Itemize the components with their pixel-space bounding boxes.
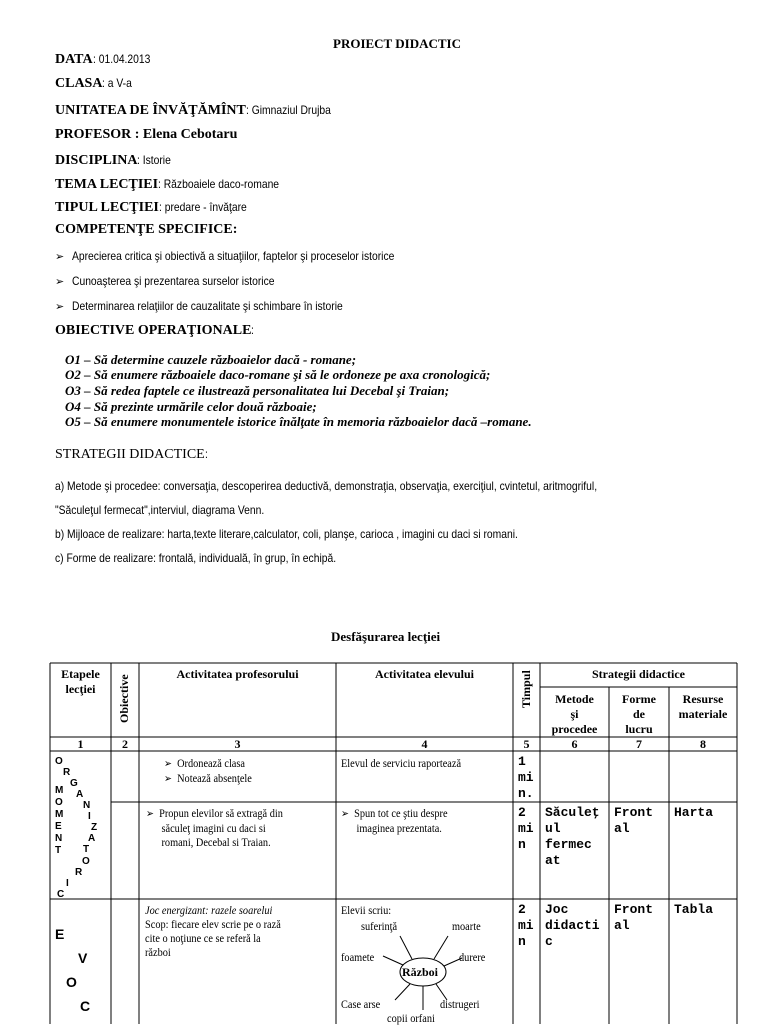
objective-item: O5 – Să enumere monumentele istorice înălţate în memoria războaielor dacă –romane.	[65, 414, 532, 429]
header-resurse: Resurse materiale	[678, 692, 728, 721]
tema-value: : Războaiele daco-romane	[158, 177, 280, 191]
profesor-line: PROFESOR : Elena Cebotaru	[55, 127, 238, 142]
arrow-bullet-icon: ➢	[55, 301, 65, 313]
clasa-value: : a V-a	[102, 76, 133, 90]
row1-profesor: ➢ Ordonează clasa ➢ Notează absenţele	[164, 756, 252, 785]
column-number: 6	[571, 737, 578, 751]
row2-timp: 2 mi n	[518, 805, 534, 852]
competenta-item: ➢ Cunoaşterea şi prezentarea surselor istorice	[55, 274, 275, 288]
row3-elev-title: Elevii scriu:	[341, 903, 392, 917]
arrow-bullet-icon: ➢	[55, 276, 65, 288]
objective-item: O2 – Să enumere războaiele daco-romane şi să le ordoneze pe axa cronologică;	[65, 367, 491, 382]
header-timpul: Timpul	[519, 670, 533, 708]
row3-resurse: Tabla	[674, 902, 714, 917]
header-obiective: Obiective	[117, 674, 131, 723]
unitatea-label: UNITATEA DE ÎNVĂŢĂMÎNT	[55, 103, 246, 118]
column-number: 2	[122, 737, 128, 751]
row3-metode: Joc didacti c	[545, 902, 600, 949]
row3-timp: 2 mi n	[518, 902, 534, 949]
column-number: 8	[700, 737, 706, 751]
data-value: : 01.04.2013	[92, 52, 150, 66]
row2-forme: Front al	[614, 805, 654, 836]
strategii-b-line: b) Mijloace de realizare: harta,texte literare,calculator, coli, planşe, carioca , imagini cu daci si romani.	[55, 527, 518, 541]
diagram-word: durere	[459, 950, 486, 964]
column-number: 5	[523, 737, 530, 751]
unitatea-value: : Gimnaziul Drujba	[245, 103, 331, 117]
disciplina-value: : Istorie	[137, 153, 172, 167]
objective-item: O1 – Să determine cauzele războaielor dacă - romane;	[65, 352, 357, 367]
arrow-bullet-icon: ➢	[341, 808, 349, 820]
row3-profesor: Joc energizant: razele soarelui Scop: fiecare elev scrie pe o rază cite o noţiune ce se referă la război	[145, 903, 281, 959]
diagram-word: copii orfani	[387, 1011, 435, 1025]
column-number: 4	[421, 737, 428, 751]
data-label: DATA	[55, 52, 93, 67]
column-number: 7	[636, 737, 642, 751]
competenta-item: ➢ Determinarea relaţiilor de cauzalitate şi schimbare în istorie	[55, 299, 343, 313]
diagram-word: foamete	[341, 950, 375, 964]
row2-metode: Săculeţ ul fermec at	[545, 805, 600, 868]
strategii-a-line2: "Săculeţul fermecat",interviul, diagrama Venn.	[55, 503, 265, 517]
arrow-bullet-icon: ➢	[164, 773, 172, 785]
objective-item: O3 – Să redea faptele ce ilustrează personalitatea lui Decebal şi Traian;	[65, 383, 450, 398]
header-elevul: Activitatea elevului	[375, 667, 474, 681]
header-metode: Metode şi procedee	[551, 692, 598, 736]
diagram-word: suferinţă	[361, 919, 398, 933]
tema-label: TEMA LECŢIEI	[55, 177, 159, 192]
strategii-c-line: c) Forme de realizare: frontală, individuală, în grup, în echipă.	[55, 551, 337, 565]
obiective-heading: OBIECTIVE OPERAŢIONALE:	[55, 323, 255, 338]
row3-forme: Front al	[614, 902, 654, 933]
header-strategii: Strategii didactice	[592, 667, 685, 681]
diagram-word: distrugeri	[440, 997, 480, 1011]
desfasurarea-heading: Desfăşurarea lecţiei	[331, 629, 441, 644]
diagram-center-razboi: Război	[402, 965, 438, 979]
column-number: 1	[77, 737, 84, 751]
arrow-bullet-icon: ➢	[164, 758, 172, 770]
header-etapele: Etapele lecţiei	[61, 667, 100, 696]
row2-resurse: Harta	[674, 805, 714, 820]
clasa-label: CLASA	[55, 76, 103, 91]
row1-elev: Elevul de serviciu raportează	[341, 756, 462, 770]
row2-elev: ➢ Spun tot ce ştiu despre imaginea prezentata.	[341, 806, 448, 835]
diagram-word: Case arse	[341, 997, 381, 1011]
document-title: PROIECT DIDACTIC	[333, 36, 461, 51]
column-number: 3	[234, 737, 241, 751]
disciplina-label: DISCIPLINA	[55, 153, 138, 168]
row2-profesor: ➢ Propun elevilor să extragă din săculeţ imagini cu daci si romani, Decebal si Traian.	[146, 806, 283, 849]
row1-timp: 1 mi n.	[518, 754, 534, 801]
arrow-bullet-icon: ➢	[146, 808, 154, 820]
arrow-bullet-icon: ➢	[55, 251, 65, 263]
header-forme: Forme de lucru	[622, 692, 656, 736]
strategii-heading: STRATEGII DIDACTICE:	[55, 447, 208, 462]
diagram-word: moarte	[452, 919, 481, 933]
header-profesor: Activitatea profesorului	[176, 667, 299, 681]
competenta-item: ➢ Aprecierea critica şi obiectivă a situaţiilor, faptelor şi proceselor istorice	[55, 249, 395, 263]
strategii-a-line1: a) Metode şi procedee: conversaţia, descoperirea deductivă, demonstraţia, observaţia, exerciţiul, cvintetul, aritmogriful,	[55, 479, 598, 493]
competente-heading: COMPETENŢE SPECIFICE:	[55, 222, 238, 237]
tipul-label: TIPUL LECŢIEI	[55, 200, 159, 215]
objective-item: O4 – Să prezinte urmările celor două războaie;	[65, 399, 317, 414]
tipul-value: : predare - învăţare	[158, 200, 247, 214]
